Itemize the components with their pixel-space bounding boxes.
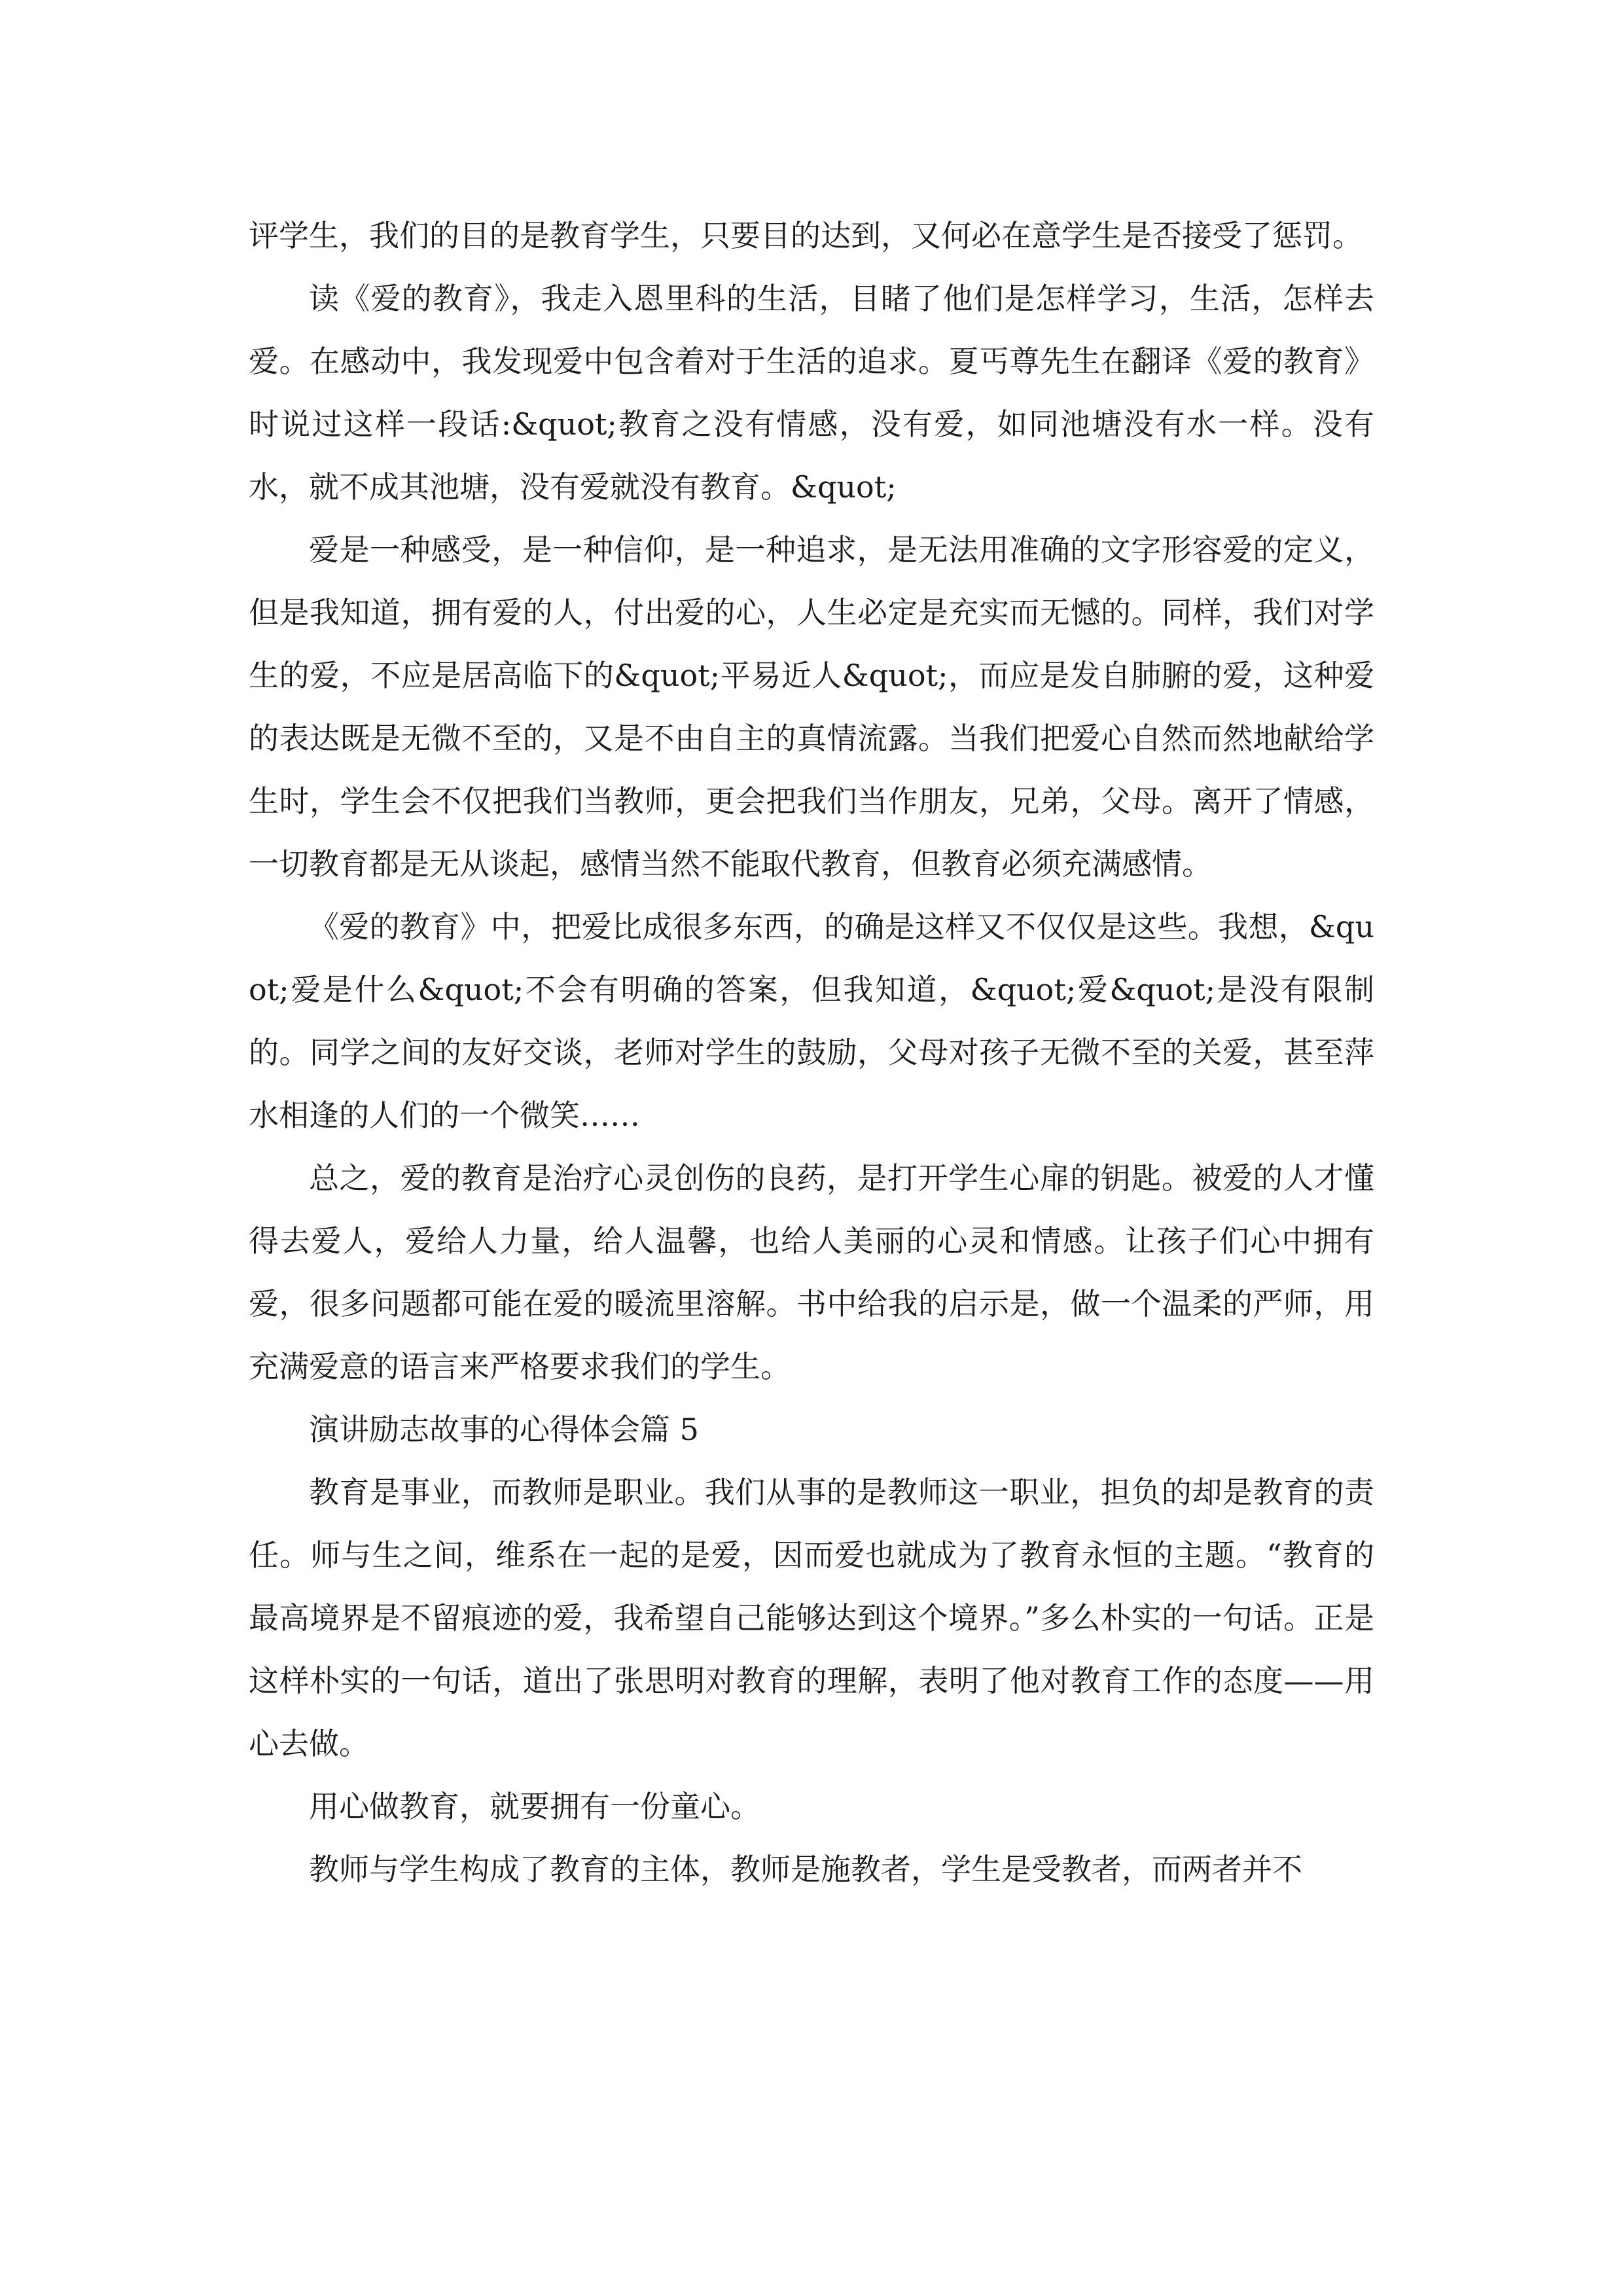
paragraph-8: 教师与学生构成了教育的主体，教师是施教者，学生是受教者，而两者并不 [309, 1852, 1302, 1887]
document-body-part2 [249, 1461, 1374, 1901]
paragraph-6: 教育是事业，而教师是职业。我们从事的是教师这一职业，担负的却是教育的责任。师与生之间，维系在一起的是爱，因而爱也就成为了教育永恒的主题。“教育的最高境界是不留痕迹的爱，我希望自己能够达到这个境界。”多么朴实的一句话。正是这样朴实的一句话，道出了张思明对教育的理解，表明了他对教育工作的态度——用心去做。 [249, 1475, 1374, 1761]
paragraph-4: 《爱的教育》中，把爱比成很多东西，的确是这样又不仅仅是这些。我想，&quot;爱是什么&quot;不会有明确的答案，但我知道，&quot;爱&quot;是没有限制的。同学之间的友好交谈，老师对学生的鼓励，父母对孩子无微不至的关爱，甚至萍水相逢的人们的一个微笑…… [249, 909, 1374, 1133]
paragraph-7: 用心做教育，就要拥有一份童心。 [309, 1789, 760, 1824]
paragraph-5: 总之，爱的教育是治疗心灵创伤的良药，是打开学生心扉的钥匙。被爱的人才懂得去爱人，爱给人力量，给人温馨，也给人美丽的心灵和情感。让孩子们心中拥有爱，很多问题都可能在爱的暖流里溶解。书中给我的启示是，做一个温柔的严师，用充满爱意的语言来严格要求我们的学生。 [249, 1160, 1374, 1384]
document-body-part1 [249, 204, 1374, 1398]
paragraph-3: 爱是一种感受，是一种信仰，是一种追求，是无法用准确的文字形容爱的定义，但是我知道，拥有爱的人，付出爱的心，人生必定是充实而无憾的。同样，我们对学生的爱，不应是居高临下的&quot;平易近人&quot;，而应是发自肺腑的爱，这种爱的表达既是无微不至的，又是不由自主的真情流露。当我们把爱心自然而然地献给学生时，学生会不仅把我们当教师，更会把我们当作朋友，兄弟，父母。离开了情感，一切教育都是无从谈起，感情当然不能取代教育，但教育必须充满感情。 [249, 532, 1374, 882]
section-heading: 演讲励志故事的心得体会篇 5 [309, 1412, 699, 1447]
document-page [249, 204, 1374, 1901]
paragraph-2: 读《爱的教育》，我走入恩里科的生活，目睹了他们是怎样学习，生活，怎样去爱。在感动中，我发现爱中包含着对于生活的追求。夏丐尊先生在翻译《爱的教育》时说过这样一段话:&quot;教育之没有情感，没有爱，如同池塘没有水一样。没有水，就不成其池塘，没有爱就没有教育。&quot; [249, 281, 1374, 505]
paragraph-1: 评学生，我们的目的是教育学生，只要目的达到，又何必在意学生是否接受了惩罚。 [249, 218, 1363, 253]
